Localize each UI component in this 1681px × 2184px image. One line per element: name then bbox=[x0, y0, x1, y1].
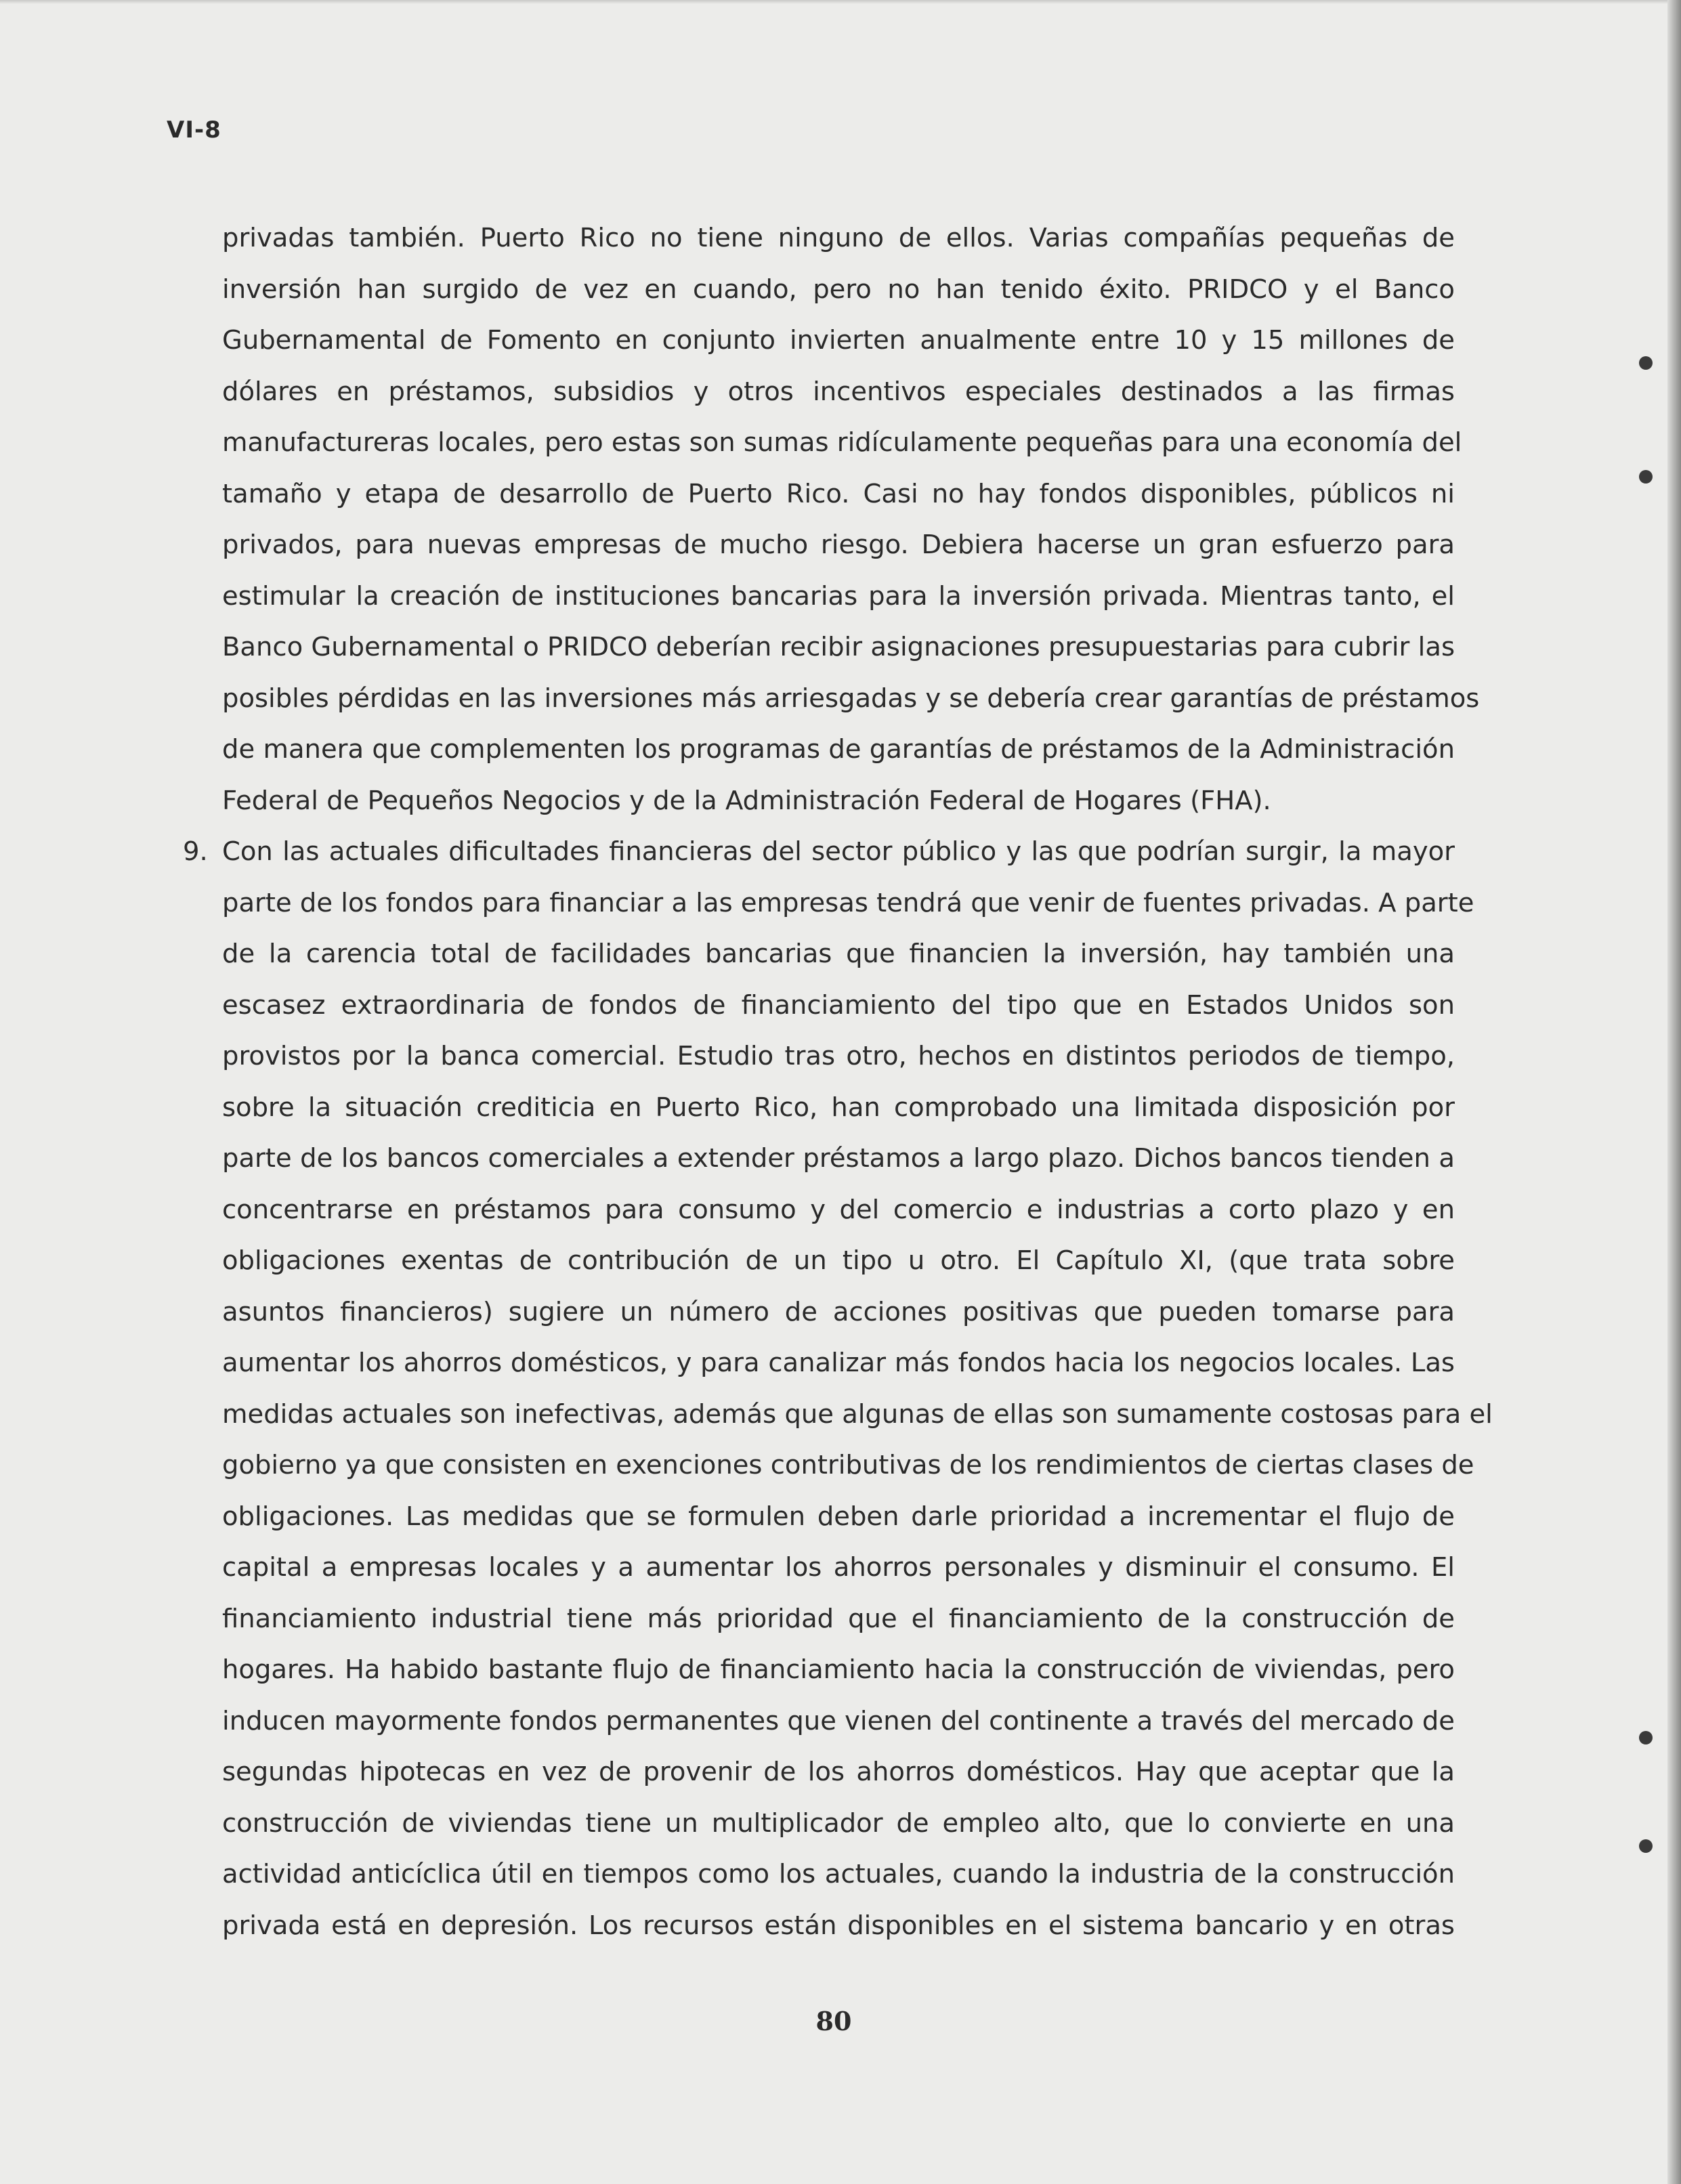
text-line: obligaciones exentas de contribución de un tipo u otro. El Capítulo XI, (que trata sobre bbox=[222, 1245, 1455, 1276]
text-line: capital a empresas locales y a aumentar los ahorros personales y disminuir el consumo. El bbox=[222, 1552, 1455, 1583]
text-line: manufactureras locales, pero estas son sumas ridículamente pequeñas para una economía del bbox=[222, 427, 1462, 458]
text-line: de la carencia total de facilidades bancarias que financien la inversión, hay también una bbox=[222, 939, 1455, 969]
text-line: Con las actuales dificultades financieras del sector público y las que podrían surgir, la mayor bbox=[222, 836, 1455, 867]
text-line: estimular la creación de instituciones bancarias para la inversión privada. Mientras tanto, el bbox=[222, 580, 1455, 612]
text-line: concentrarse en préstamos para consumo y del comercio e industrias a corto plazo y en bbox=[222, 1194, 1455, 1225]
text-line: privadas también. Puerto Rico no tiene ninguno de ellos. Varias compañías pequeñas de bbox=[222, 223, 1455, 253]
section-header: VI-8 bbox=[167, 116, 221, 144]
text-line: medidas actuales son inefectivas, además que algunas de ellas son sumamente costosas para el bbox=[222, 1398, 1493, 1430]
text-line: provistos por la banca comercial. Estudio tras otro, hechos en distintos periodos de tiempo, bbox=[222, 1041, 1455, 1071]
text-line: Federal de Pequeños Negocios y de la Administración Federal de Hogares (FHA). bbox=[222, 785, 1271, 816]
text-line: actividad anticíclica útil en tiempos como los actuales, cuando la industria de la construcción bbox=[222, 1859, 1455, 1889]
text-line: gobierno ya que consisten en exenciones contributivas de los rendimientos de ciertas clases de bbox=[222, 1450, 1474, 1480]
text-line: posibles pérdidas en las inversiones más arriesgadas y se debería crear garantías de préstamos bbox=[222, 683, 1480, 714]
text-line: Banco Gubernamental o PRIDCO deberían recibir asignaciones presupuestarias para cubrir las bbox=[222, 632, 1455, 662]
text-line: inducen mayormente fondos permanentes que vienen del continente a través del mercado de bbox=[222, 1705, 1455, 1736]
text-line: construcción de viviendas tiene un multiplicador de empleo alto, que lo convierte en una bbox=[222, 1807, 1455, 1839]
text-line: inversión han surgido de vez en cuando, pero no han tenido éxito. PRIDCO y el Banco bbox=[222, 274, 1455, 305]
text-line: obligaciones. Las medidas que se formulen deben darle prioridad a incrementar el flujo de bbox=[222, 1501, 1455, 1532]
text-line: dólares en préstamos, subsidios y otros incentivos especiales destinados a las firmas bbox=[222, 376, 1455, 407]
punch-hole bbox=[1639, 1731, 1653, 1744]
page-number: 80 bbox=[815, 2006, 852, 2036]
text-line: privados, para nuevas empresas de mucho riesgo. Debiera hacerse un gran esfuerzo para bbox=[222, 530, 1455, 560]
punch-hole bbox=[1639, 356, 1653, 370]
text-line: tamaño y etapa de desarrollo de Puerto Rico. Casi no hay fondos disponibles, públicos ni bbox=[222, 478, 1455, 509]
text-line: financiamiento industrial tiene más prioridad que el financiamiento de la construcción de bbox=[222, 1603, 1455, 1634]
text-line: escasez extraordinaria de fondos de financiamiento del tipo que en Estados Unidos son bbox=[222, 989, 1455, 1021]
punch-hole bbox=[1639, 1839, 1653, 1853]
text-line: hogares. Ha habido bastante flujo de financiamiento hacia la construcción de viviendas, pero bbox=[222, 1654, 1455, 1685]
text-line: segundas hipotecas en vez de provenir de los ahorros domésticos. Hay que aceptar que la bbox=[222, 1757, 1455, 1787]
text-line: parte de los bancos comerciales a extender préstamos a largo plazo. Dichos bancos tienden a bbox=[222, 1143, 1455, 1174]
text-line: asuntos financieros) sugiere un número de acciones positivas que pueden tomarse para bbox=[222, 1296, 1455, 1327]
text-line: de manera que complementen los programas de garantías de préstamos de la Administración bbox=[222, 734, 1455, 765]
text-line: aumentar los ahorros domésticos, y para canalizar más fondos hacia los negocios locales. Las bbox=[222, 1348, 1455, 1378]
text-line: parte de los fondos para financiar a las empresas tendrá que venir de fuentes privadas. A parte bbox=[222, 887, 1474, 918]
text-line: privada está en depresión. Los recursos están disponibles en el sistema bancario y en otras bbox=[222, 1910, 1455, 1941]
punch-hole bbox=[1639, 470, 1653, 484]
text-line: Gubernamental de Fomento en conjunto invierten anualmente entre 10 y 15 millones de bbox=[222, 325, 1455, 356]
list-item-number: 9. bbox=[183, 836, 208, 867]
page-top-edge bbox=[0, 0, 1681, 4]
text-line: sobre la situación crediticia en Puerto Rico, han comprobado una limitada disposición por bbox=[222, 1092, 1455, 1123]
page-edge-shadow bbox=[1667, 0, 1681, 2184]
